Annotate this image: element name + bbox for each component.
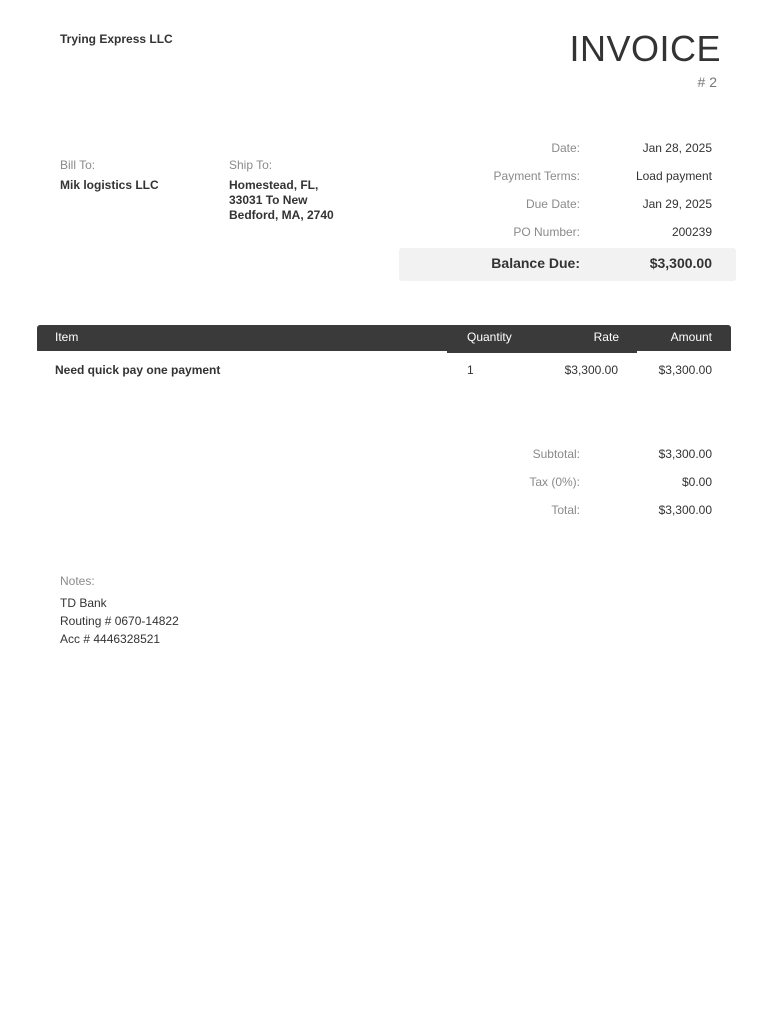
meta-payment-terms-value: Load payment bbox=[635, 169, 712, 183]
row-rate: $3,300.00 bbox=[564, 363, 618, 377]
col-item-header: Item bbox=[55, 330, 79, 344]
subtotal-label: Subtotal: bbox=[532, 447, 580, 461]
company-name: Trying Express LLC bbox=[60, 32, 173, 46]
notes-line-routing: Routing # 0670-14822 bbox=[60, 614, 179, 628]
bill-to-label: Bill To: bbox=[60, 158, 96, 172]
meta-due-date-label: Due Date: bbox=[525, 197, 580, 211]
notes-body bbox=[60, 594, 179, 648]
row-amount: $3,300.00 bbox=[658, 363, 712, 377]
invoice-number: # 2 bbox=[697, 74, 717, 90]
header-divider bbox=[37, 351, 447, 353]
balance-due-box bbox=[399, 248, 736, 281]
invoice-title: INVOICE bbox=[569, 28, 721, 69]
total-row bbox=[400, 503, 712, 519]
notes-line-bank: TD Bank bbox=[60, 596, 107, 610]
bill-to-name: Mik logistics LLC bbox=[60, 178, 159, 192]
row-quantity: 1 bbox=[467, 363, 474, 377]
ship-to-label: Ship To: bbox=[229, 158, 273, 172]
meta-po-number-label: PO Number: bbox=[513, 225, 580, 239]
meta-po-number-value: 200239 bbox=[671, 225, 712, 239]
total-value: $3,300.00 bbox=[658, 503, 712, 517]
notes-label: Notes: bbox=[60, 574, 95, 588]
items-table-header bbox=[37, 325, 731, 353]
total-label: Total: bbox=[551, 503, 580, 517]
meta-payment-terms bbox=[400, 169, 712, 185]
subtotal-row bbox=[400, 447, 712, 463]
meta-date bbox=[400, 141, 712, 157]
meta-due-date-value: Jan 29, 2025 bbox=[642, 197, 712, 211]
tax-label: Tax (0%): bbox=[529, 475, 580, 489]
meta-due-date bbox=[400, 197, 712, 213]
balance-due-label: Balance Due: bbox=[491, 255, 580, 271]
meta-date-value: Jan 28, 2025 bbox=[642, 141, 712, 155]
balance-due-value: $3,300.00 bbox=[649, 255, 712, 271]
ship-to-address: Homestead, FL, 33031 To New Bedford, MA, 2740 bbox=[229, 178, 334, 222]
row-item: Need quick pay one payment bbox=[55, 363, 221, 377]
meta-po-number bbox=[400, 225, 712, 241]
header-divider bbox=[637, 351, 731, 353]
meta-payment-terms-label: Payment Terms: bbox=[493, 169, 580, 183]
col-quantity-header: Quantity bbox=[467, 330, 512, 344]
tax-row bbox=[400, 475, 712, 491]
col-rate-header: Rate bbox=[593, 330, 619, 344]
subtotal-value: $3,300.00 bbox=[658, 447, 712, 461]
meta-date-label: Date: bbox=[551, 141, 580, 155]
tax-value: $0.00 bbox=[681, 475, 712, 489]
notes-line-account: Acc # 4446328521 bbox=[60, 632, 161, 646]
col-amount-header: Amount bbox=[670, 330, 712, 344]
